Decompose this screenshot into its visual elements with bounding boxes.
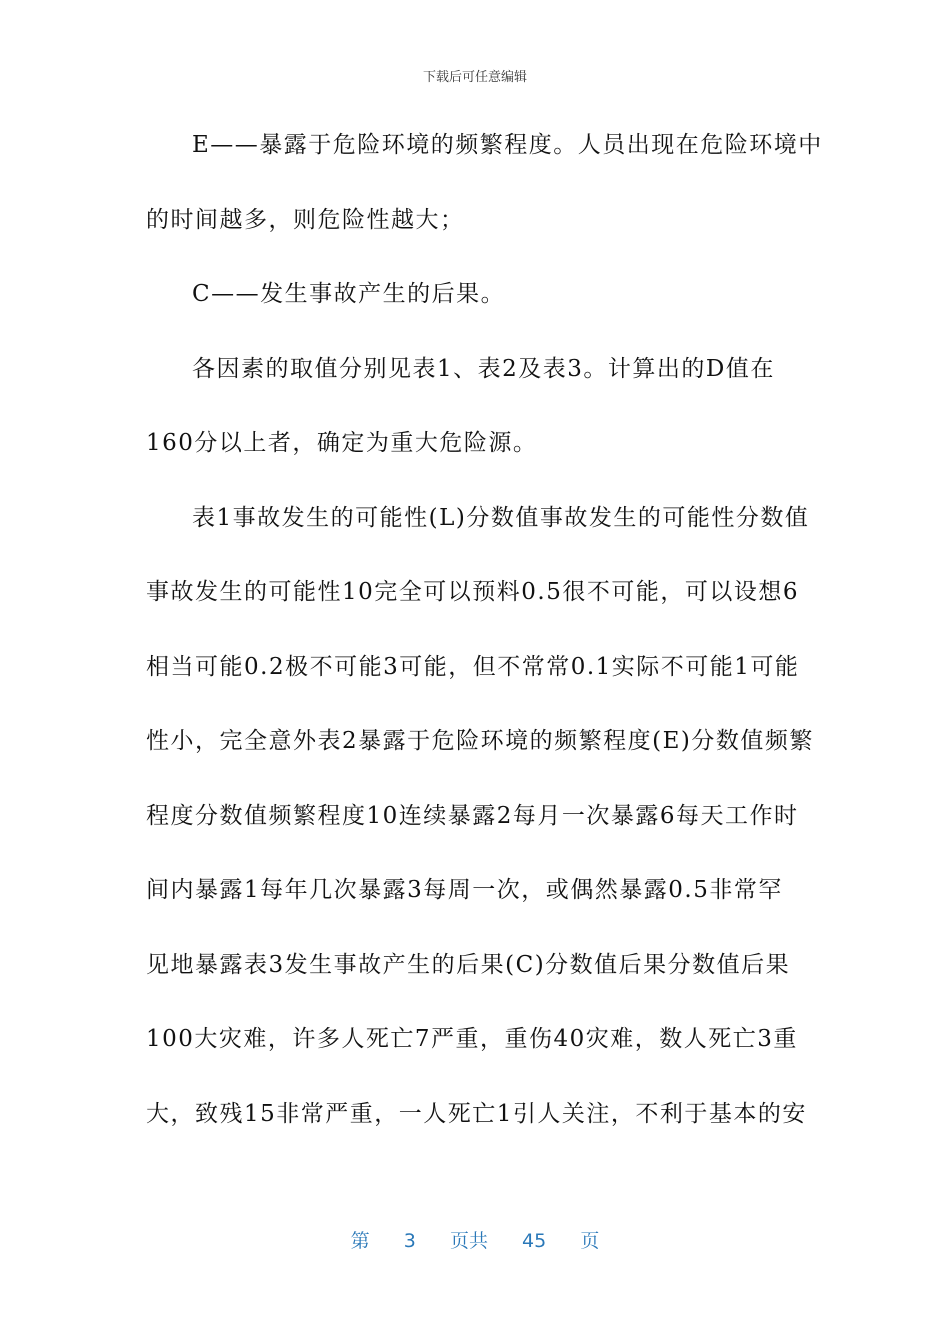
paragraph-line: 的时间越多，则危险性越大； — [146, 206, 465, 233]
paragraph-line: 160分以上者，确定为重大危险源。 — [146, 430, 538, 456]
document-body — [146, 123, 823, 1166]
paragraph-line: 各因素的取值分别见表1、表2及表3。计算出的D值在 — [192, 355, 775, 382]
header-note: 下载后可任意编辑 — [422, 70, 527, 85]
paragraph-line: 100大灾难，许多人死亡7严重，重伤40灾难，数人死亡3重 — [146, 1026, 798, 1052]
paragraph-line: 相当可能0.2极不可能3可能，但不常常0.1实际不可能1可能 — [146, 653, 800, 680]
footer-suffix: 页 — [580, 1230, 600, 1252]
page-footer — [0, 1226, 950, 1253]
paragraph-line: 事故发生的可能性10完全可以预料0.5很不可能，可以设想6 — [146, 579, 799, 605]
current-page-number: 3 — [403, 1230, 416, 1252]
footer-prefix: 第 — [350, 1230, 370, 1252]
paragraph-line: 大，致残15非常严重，一人死亡1引人关注，不利于基本的安 — [146, 1100, 807, 1127]
paragraph-line: 间内暴露1每年几次暴露3每周一次，或偶然暴露0.5非常罕 — [146, 877, 783, 903]
footer-middle: 页共 — [449, 1230, 488, 1252]
paragraph-line: 见地暴露表3发生事故产生的后果(C)分数值后果分数值后果 — [146, 951, 791, 978]
total-pages-number: 45 — [522, 1230, 547, 1252]
paragraph-line: E——暴露于危险环境的频繁程度。人员出现在危险环境中 — [192, 132, 823, 158]
paragraph-line: 表1事故发生的可能性(L)分数值事故发生的可能性分数值 — [192, 504, 810, 531]
paragraph-line: 程度分数值频繁程度10连续暴露2每月一次暴露6每天工作时 — [146, 802, 799, 829]
paragraph-line: C——发生事故产生的后果。 — [192, 281, 506, 307]
paragraph-line: 性小，完全意外表2暴露于危险环境的频繁程度(E)分数值频繁 — [146, 728, 814, 754]
